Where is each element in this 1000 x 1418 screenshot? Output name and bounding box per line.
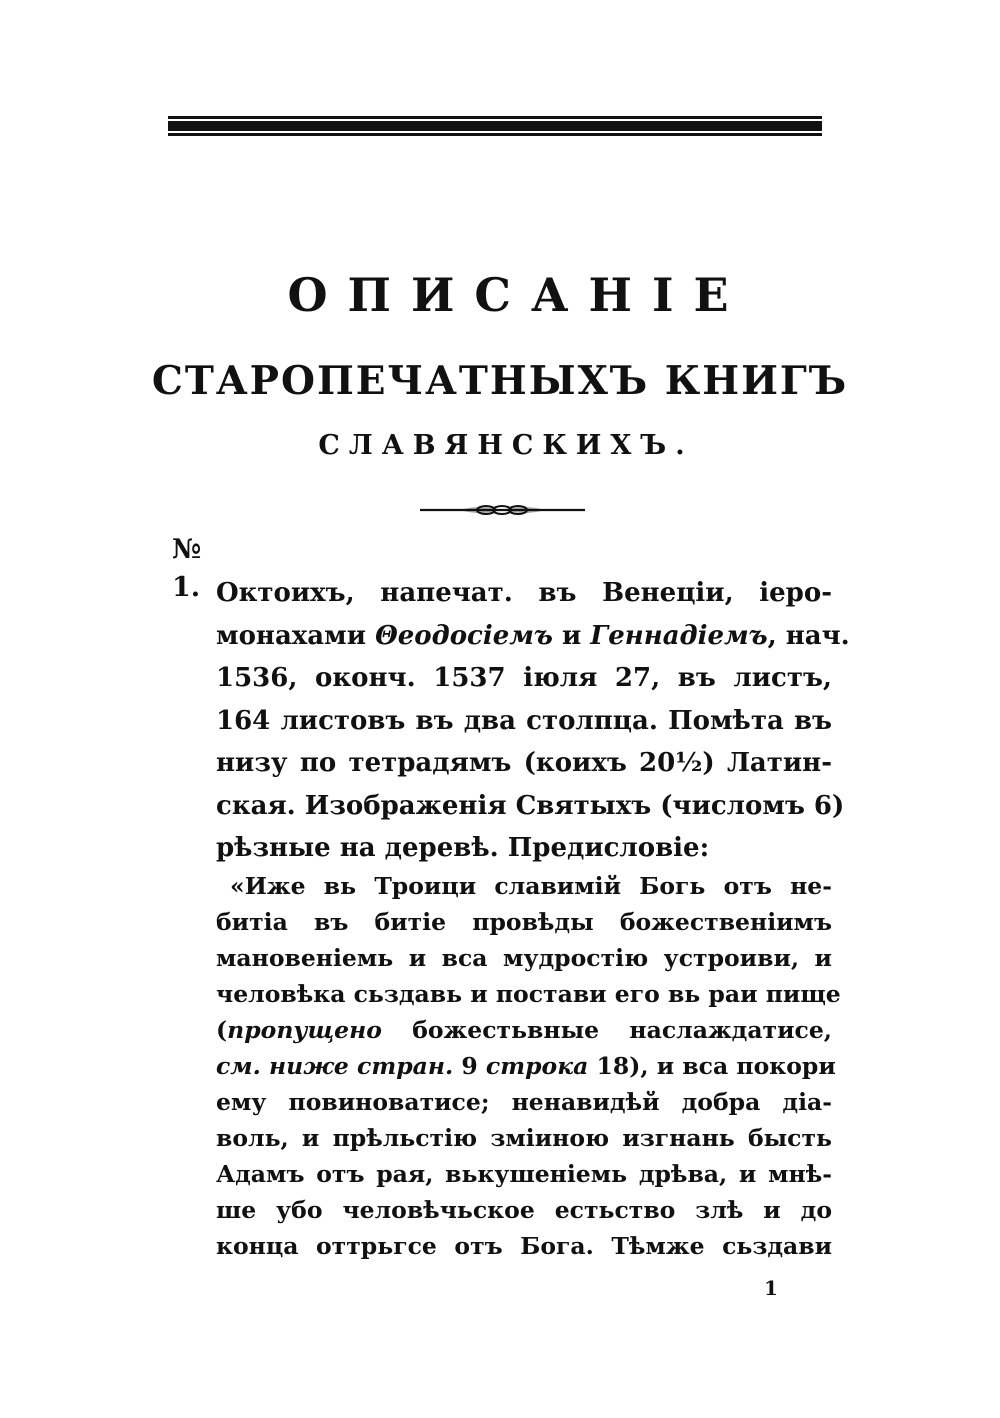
title-line-2: СТАРОПЕЧАТНЫХЪ КНИГЪ — [151, 358, 849, 404]
page-number: 1 — [764, 1276, 778, 1300]
quote-line: человѣка сьздавь и постави его вь раи пище — [216, 980, 841, 1008]
entry-line: 164 листовъ въ два столпца. Помѣта въ — [216, 705, 832, 736]
entry-line: ская. Изображенiя Святыхъ (числомъ 6) — [216, 790, 845, 821]
entry-line: низу по тетрадямъ (коихъ 20½) Латин- — [216, 748, 832, 778]
quote-line: битiа въ битiе провѣды божественiимъ — [216, 908, 832, 936]
entry-line: рѣзные на деревѣ. Предисловiе: — [216, 833, 710, 863]
entry-line-text: монахами Θеодосiемъ и Геннадiемъ, нач. — [216, 620, 850, 651]
ornament-divider-icon — [420, 503, 585, 517]
quote-text: божестьвные наслаждатисе, — [381, 1016, 832, 1044]
quote-line — [216, 1048, 836, 1084]
quote-line: ему повиноватисе; ненавидѣй добра дiа- — [216, 1088, 832, 1116]
title-line-1: ОПИСАНIЕ — [287, 268, 749, 322]
quote-line: Адамъ отъ рая, вькушенiемь дрѣва, и мнѣ- — [216, 1160, 832, 1188]
entry-line: 1536, оконч. 1537 iюля 27, въ листъ, — [216, 663, 832, 693]
quote-text: 18), и вса покори — [588, 1052, 836, 1080]
quote-line: воль, и прѣльстiю змiиною изгнань бысть — [216, 1124, 832, 1152]
entry-line: Октоихъ, напечат. въ Венецiи, iеро- — [216, 578, 832, 608]
header-rule-top — [168, 116, 822, 119]
entry-number: 1. — [172, 572, 201, 603]
title-line-3: СЛАВЯНСКИХЪ. — [318, 430, 694, 461]
header-rule-thick — [168, 121, 822, 131]
quote-italic: см. ниже стран. — [216, 1052, 454, 1080]
quote-text: 9 — [453, 1052, 486, 1080]
number-sign: № — [172, 534, 202, 565]
quote-line: (пропущено божестьвные наслаждатисе, — [216, 1016, 832, 1044]
quote-line: «Иже вь Троици славимiй Богь отъ не- — [230, 872, 832, 900]
quote-line: мановенiемь и вса мудростiю устроиви, и — [216, 944, 832, 972]
entry-description — [216, 572, 850, 870]
quote-italic: пропущено — [227, 1016, 382, 1044]
quote-line: ше убо человѣчьское естьство злѣ и до — [216, 1196, 832, 1224]
entry-line — [216, 615, 850, 658]
quote-italic: строка — [485, 1052, 589, 1080]
preface-quote — [216, 868, 841, 1264]
quote-line: конца оттрьгсе отъ Бога. Тѣмже сьздави — [216, 1232, 832, 1260]
header-rule-bottom — [168, 133, 822, 136]
